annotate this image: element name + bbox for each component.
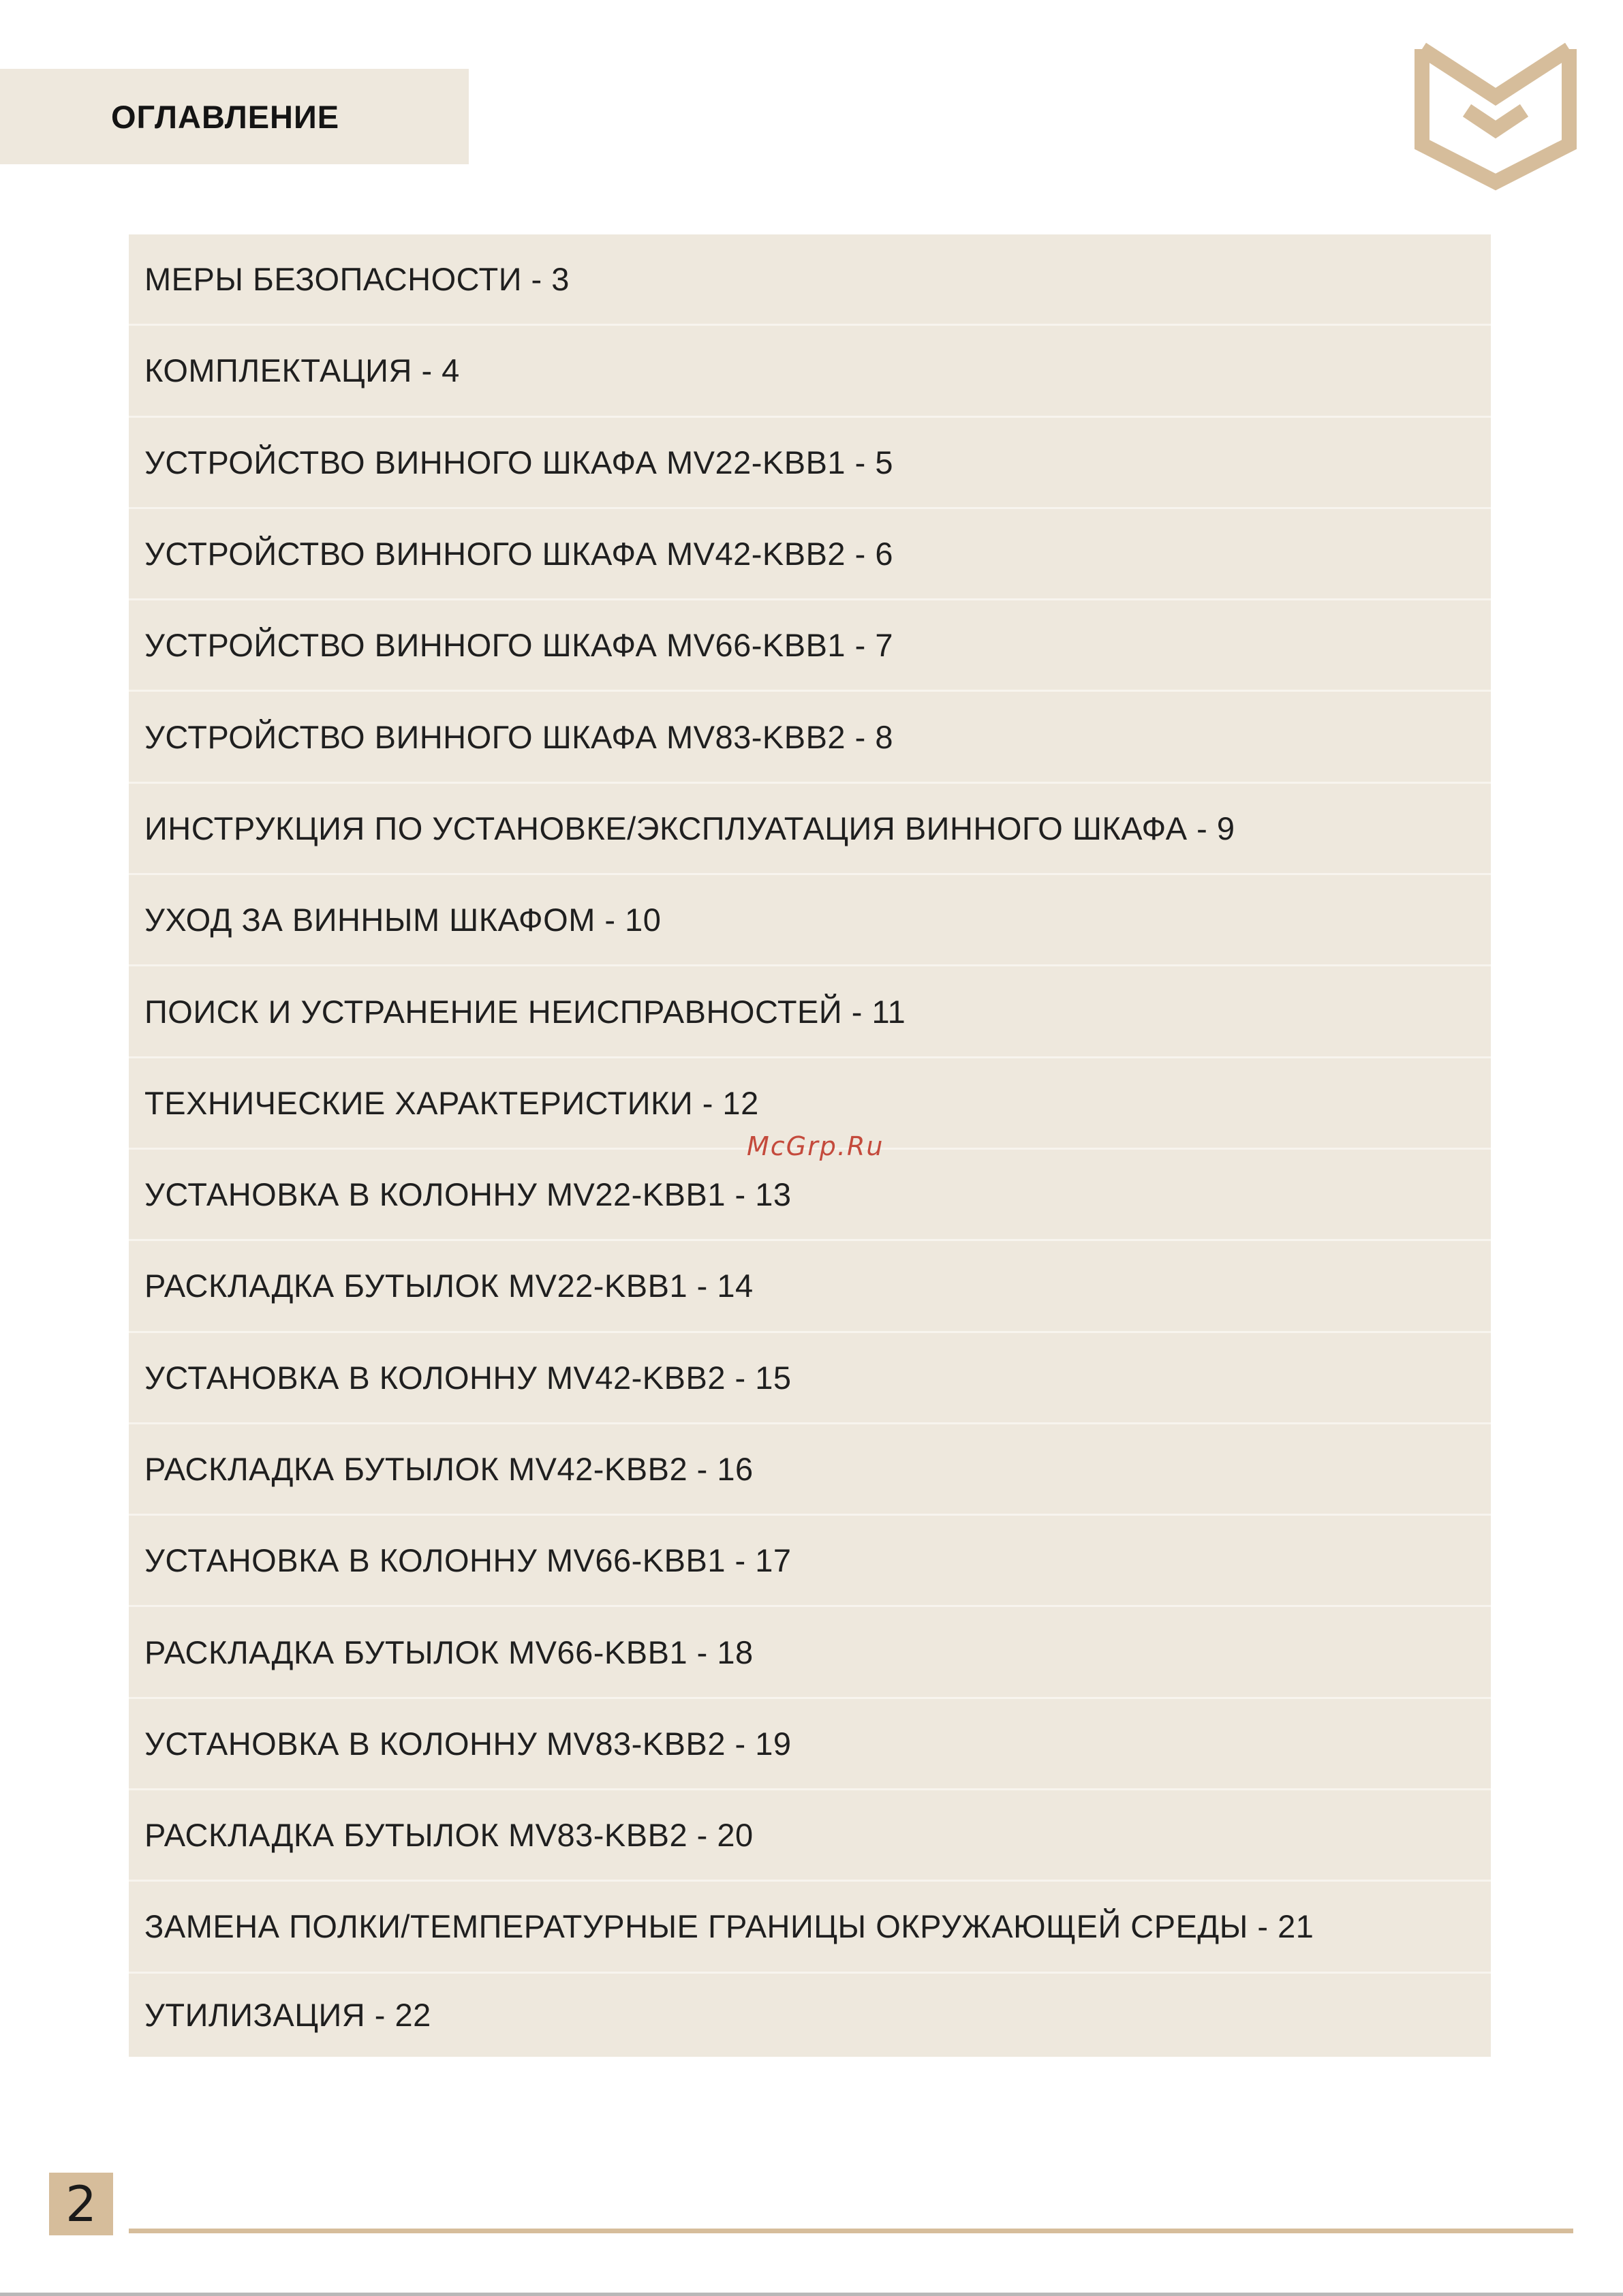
toc-item-label: УСТАНОВКА В КОЛОННУ MV66-KBB1 - 17 xyxy=(144,1542,792,1579)
toc-item[interactable] xyxy=(129,966,1491,1058)
toc-item-label: УСТАНОВКА В КОЛОННУ MV22-KBB1 - 13 xyxy=(144,1176,792,1213)
toc-item-label: КОМПЛЕКТАЦИЯ - 4 xyxy=(144,352,460,389)
toc-item[interactable] xyxy=(129,875,1491,966)
page-number: 2 xyxy=(65,2175,97,2233)
toc-item[interactable] xyxy=(129,418,1491,509)
toc-item-label: УСТРОЙСТВО ВИННОГО ШКАФА MV83-KBB2 - 8 xyxy=(144,718,893,755)
toc-item-label: РАСКЛАДКА БУТЫЛОК MV22-KBB1 - 14 xyxy=(144,1268,754,1304)
toc-item-label: ТЕХНИЧЕСКИЕ ХАРАКТЕРИСТИКИ - 12 xyxy=(144,1084,759,1121)
toc-item-label: МЕРЫ БЕЗОПАСНОСТИ - 3 xyxy=(144,261,570,298)
footer-divider xyxy=(129,2229,1573,2233)
toc-item[interactable] xyxy=(129,1607,1491,1698)
toc-item-label: УСТРОЙСТВО ВИННОГО ШКАФА MV22-KBB1 - 5 xyxy=(144,444,893,480)
toc-item[interactable] xyxy=(129,1699,1491,1790)
bottom-edge-divider xyxy=(0,2293,1623,2296)
toc-item-label: УХОД ЗА ВИННЫМ ШКАФОМ - 10 xyxy=(144,902,662,938)
watermark: McGrp.Ru xyxy=(747,1131,884,1161)
logo-inner-chevron xyxy=(1422,49,1569,97)
right-edge-rule xyxy=(1620,0,1623,164)
toc-item-label: ЗАМЕНА ПОЛКИ/ТЕМПЕРАТУРНЫЕ ГРАНИЦЫ ОКРУЖАЮЩЕЙ СРЕДЫ - 21 xyxy=(144,1908,1314,1945)
toc-item[interactable] xyxy=(129,234,1491,326)
toc-item-label: РАСКЛАДКА БУТЫЛОК MV42-KBB2 - 16 xyxy=(144,1451,754,1487)
toc-item[interactable] xyxy=(129,1333,1491,1424)
logo-inner-mark xyxy=(1467,110,1524,129)
toc-item[interactable] xyxy=(129,1424,1491,1516)
toc-item-label: УТИЛИЗАЦИЯ - 22 xyxy=(144,1997,431,2034)
toc-item-label: УСТРОЙСТВО ВИННОГО ШКАФА MV66-KBB1 - 7 xyxy=(144,627,893,664)
toc-item-label: РАСКЛАДКА БУТЫЛОК MV83-KBB2 - 20 xyxy=(144,1817,754,1854)
toc-item[interactable] xyxy=(129,784,1491,875)
toc-item[interactable] xyxy=(129,509,1491,600)
header-tab xyxy=(0,69,469,164)
page-title: ОГЛАВЛЕНИЕ xyxy=(111,98,340,135)
page-number-badge xyxy=(49,2173,113,2235)
toc-item[interactable] xyxy=(129,600,1491,692)
toc-item[interactable] xyxy=(129,1882,1491,1973)
toc-item[interactable] xyxy=(129,1150,1491,1241)
toc-item-label: УСТАНОВКА В КОЛОННУ MV42-KBB2 - 15 xyxy=(144,1359,792,1396)
toc-item-label: ПОИСК И УСТРАНЕНИЕ НЕИСПРАВНОСТЕЙ - 11 xyxy=(144,993,906,1030)
toc-item[interactable] xyxy=(129,1790,1491,1882)
toc-item-label: ИНСТРУКЦИЯ ПО УСТАНОВКЕ/ЭКСПЛУАТАЦИЯ ВИННОГО ШКАФА - 9 xyxy=(144,810,1235,846)
toc-item-label: РАСКЛАДКА БУТЫЛОК MV66-KBB1 - 18 xyxy=(144,1634,754,1670)
toc-item-label: УСТРОЙСТВО ВИННОГО ШКАФА MV42-KBB2 - 6 xyxy=(144,536,893,572)
toc-item[interactable] xyxy=(129,692,1491,783)
toc-item[interactable] xyxy=(129,326,1491,417)
toc-item-label: УСТАНОВКА В КОЛОННУ MV83-KBB2 - 19 xyxy=(144,1725,792,1762)
toc-item[interactable] xyxy=(129,1516,1491,1607)
toc-item[interactable] xyxy=(129,1241,1491,1332)
toc-item[interactable] xyxy=(129,1974,1491,2057)
brand-logo-icon xyxy=(1414,42,1577,191)
